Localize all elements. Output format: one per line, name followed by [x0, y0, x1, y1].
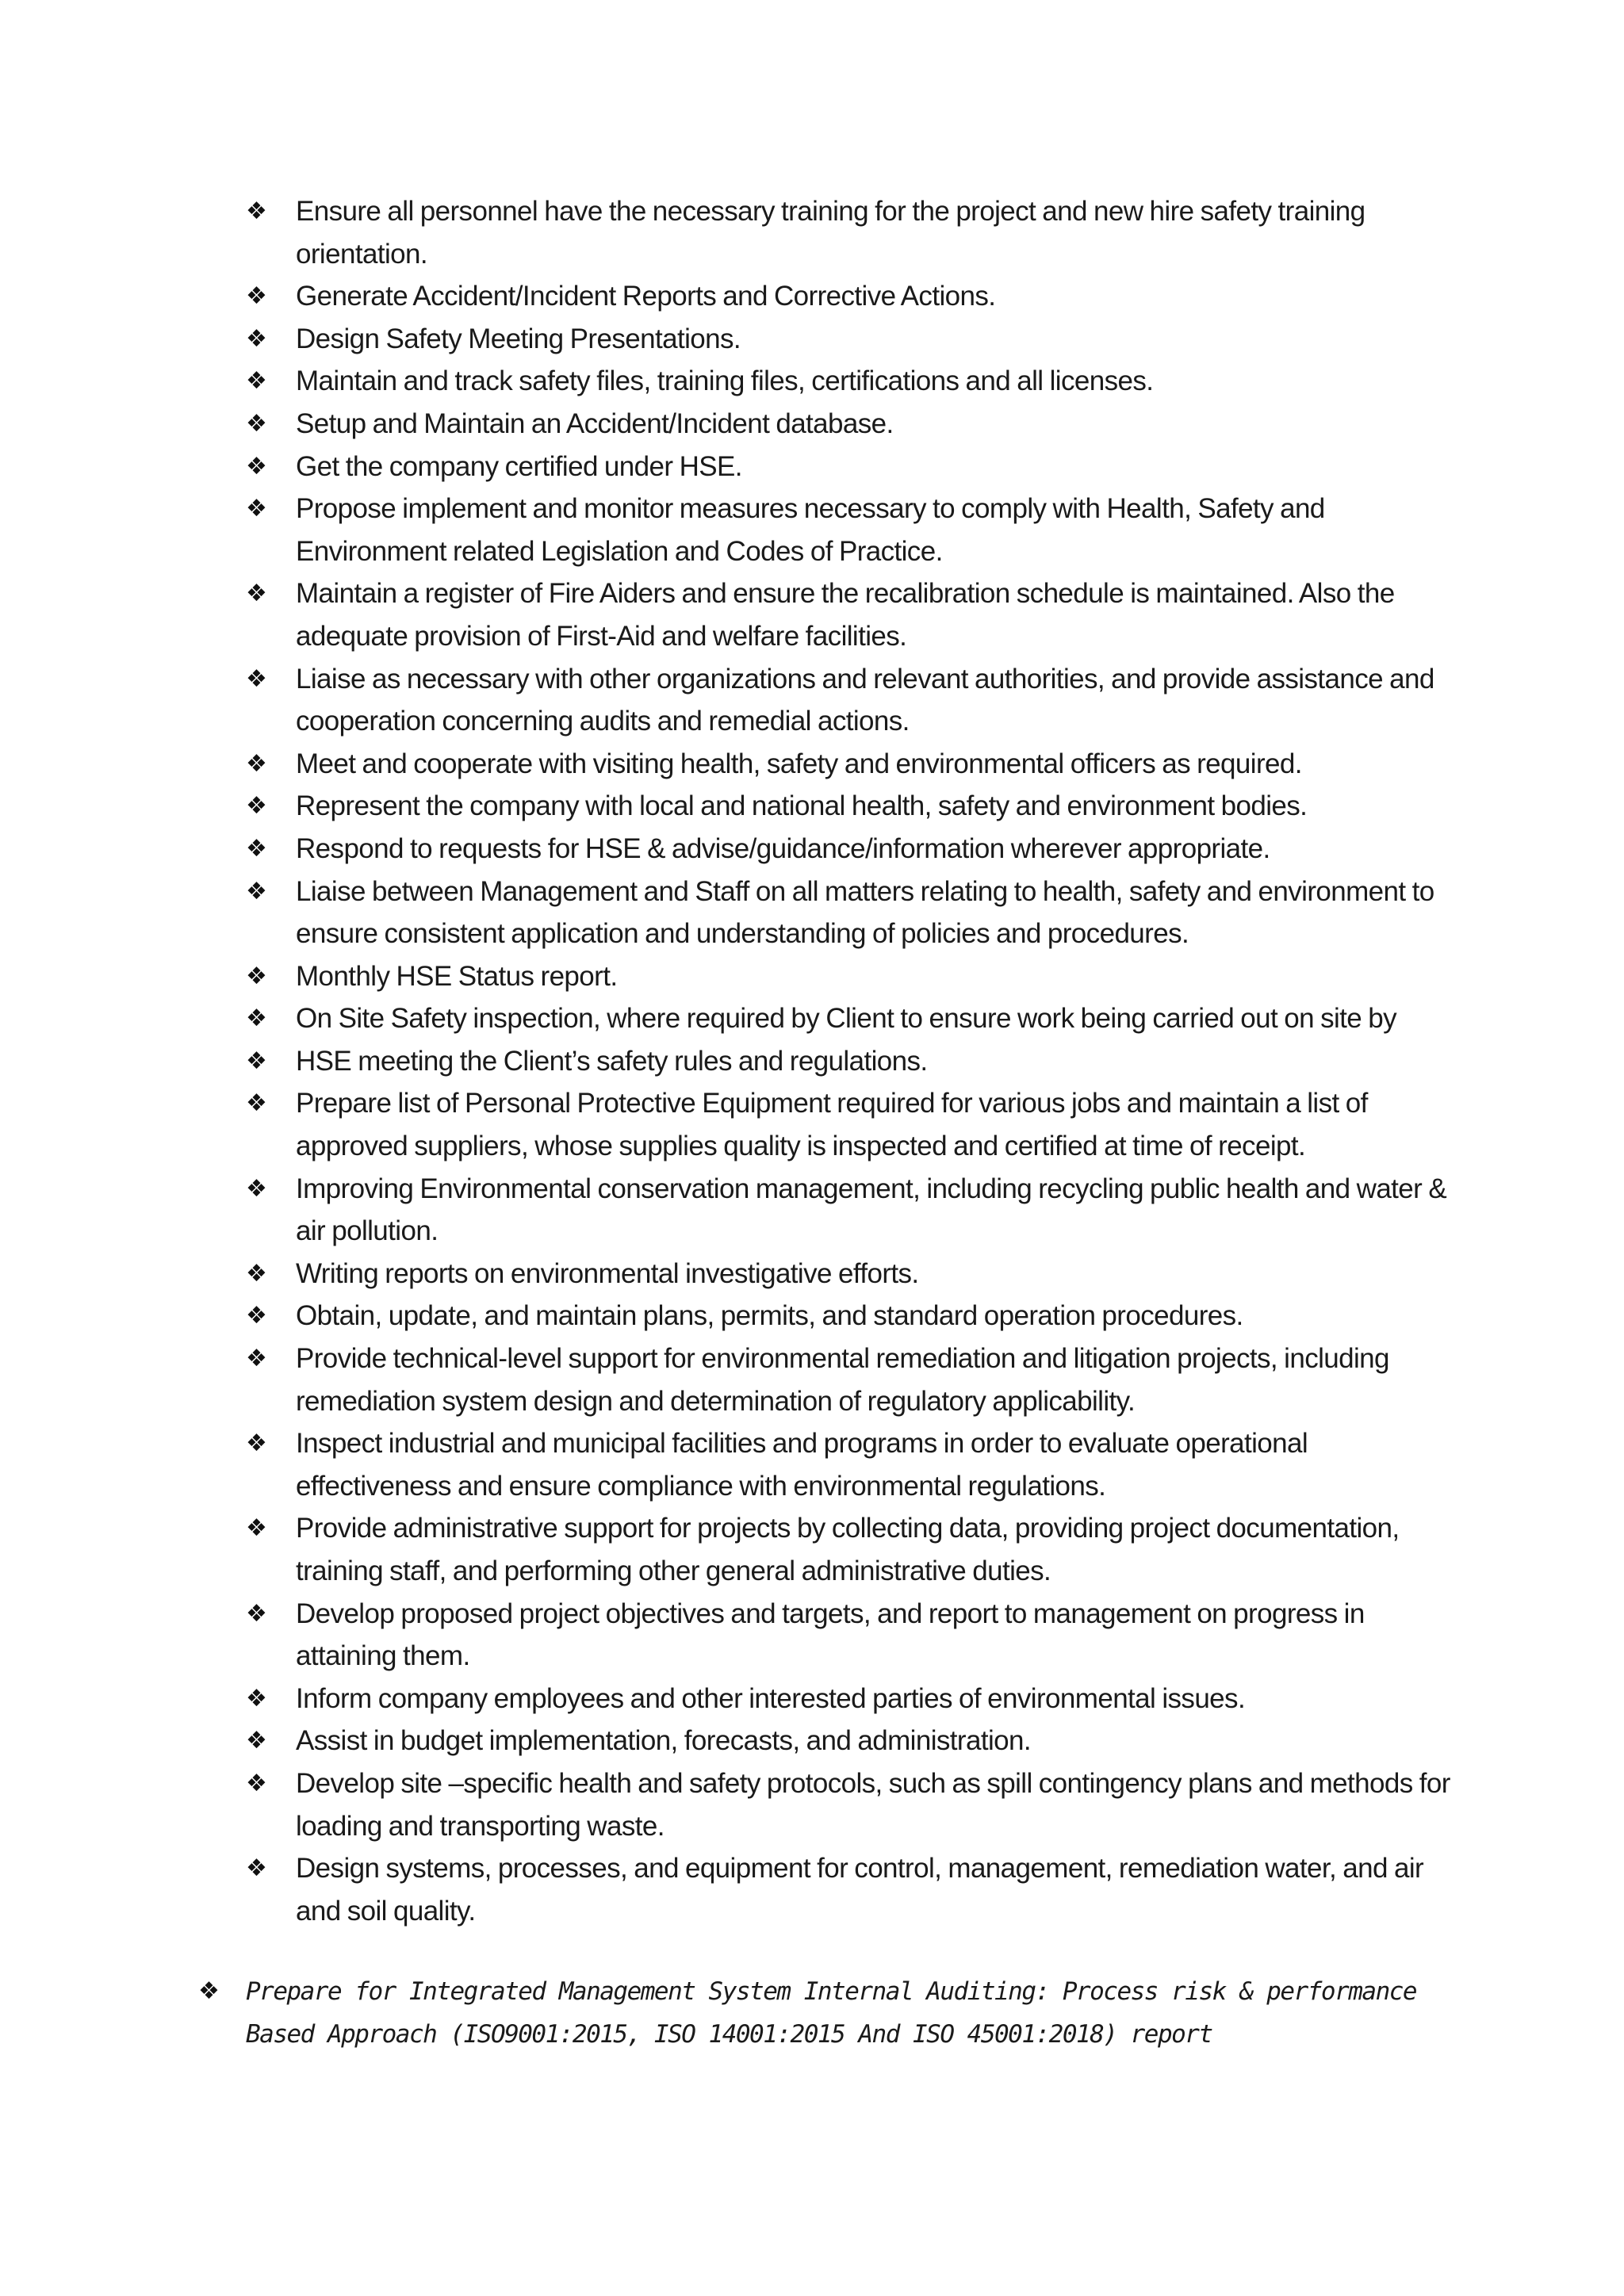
duty-item: [246, 275, 1451, 318]
diamond-bullet-icon: ❖: [246, 1514, 267, 1543]
duty-item: [246, 488, 1451, 572]
duty-item: [246, 1847, 1451, 1932]
duty-item: [246, 1507, 1451, 1592]
diamond-bullet-icon: ❖: [246, 324, 267, 353]
duty-item: [246, 1040, 1451, 1083]
duty-text: HSE meeting the Client’s safety rules and regulations.: [296, 1045, 928, 1077]
diamond-bullet-icon: ❖: [246, 1089, 267, 1118]
duty-text: Improving Environmental conservation management, including recycling public health and water & air pollution.: [296, 1173, 1447, 1247]
duty-item: [246, 1422, 1451, 1507]
diamond-bullet-icon: ❖: [246, 1004, 267, 1033]
diamond-bullet-icon: ❖: [246, 664, 267, 693]
diamond-bullet-icon: ❖: [246, 452, 267, 480]
diamond-bullet-icon: ❖: [246, 834, 267, 863]
duty-text: Setup and Maintain an Accident/Incident database.: [296, 408, 894, 439]
duty-item: [246, 360, 1451, 403]
duty-item: [246, 1762, 1451, 1847]
duty-item: [246, 785, 1451, 828]
duty-item: [246, 828, 1451, 871]
diamond-bullet-icon: ❖: [198, 1977, 219, 2005]
duty-text: Maintain a register of Fire Aiders and ensure the recalibration schedule is maintained. Also the adequate provision of First-Aid and welfare facilities.: [296, 578, 1395, 652]
duty-text: Generate Accident/Incident Reports and Corrective Actions.: [296, 281, 996, 312]
diamond-bullet-icon: ❖: [246, 580, 267, 608]
duty-text: Propose implement and monitor measures necessary to comply with Health, Safety and Environment related Legislation and Codes of Practice.: [296, 493, 1325, 567]
duty-text: Design Safety Meeting Presentations.: [296, 323, 741, 354]
diamond-bullet-icon: ❖: [246, 495, 267, 523]
diamond-bullet-icon: ❖: [246, 367, 267, 396]
duty-text: Design systems, processes, and equipment for control, management, remediation water, and air and soil quality.: [296, 1853, 1424, 1927]
diamond-bullet-icon: ❖: [246, 1259, 267, 1288]
duty-item: [246, 658, 1451, 743]
duty-text: Develop site –specific health and safety protocols, such as spill contingency plans and methods for loading and transporting waste.: [296, 1767, 1450, 1842]
duty-text: Assist in budget implementation, forecasts, and administration.: [296, 1725, 1031, 1757]
diamond-bullet-icon: ❖: [246, 1174, 267, 1203]
duty-text: Liaise between Management and Staff on all matters relating to health, safety and environment to ensure consistent application and understanding of policies and procedures.: [296, 875, 1434, 950]
diamond-bullet-icon: ❖: [246, 1302, 267, 1330]
duty-item: [246, 997, 1451, 1040]
diamond-bullet-icon: ❖: [246, 1684, 267, 1712]
duty-item: [246, 1168, 1451, 1253]
duty-item: [246, 572, 1451, 657]
duty-item: [246, 446, 1451, 488]
diamond-bullet-icon: ❖: [246, 1599, 267, 1628]
diamond-bullet-icon: ❖: [246, 962, 267, 990]
duty-item: [246, 1678, 1451, 1720]
duty-text: Inform company employees and other interested parties of environmental issues.: [296, 1682, 1246, 1714]
duty-text: Obtain, update, and maintain plans, permits, and standard operation procedures.: [296, 1300, 1243, 1332]
duty-text: Provide administrative support for projects by collecting data, providing project documentation, training staff, and performing other general administrative duties.: [296, 1513, 1400, 1586]
duty-item: [246, 1082, 1451, 1167]
duty-text: Liaise as necessary with other organizations and relevant authorities, and provide assistance and cooperation concerning audits and remedial actions.: [296, 663, 1434, 737]
diamond-bullet-icon: ❖: [246, 409, 267, 438]
diamond-bullet-icon: ❖: [246, 1429, 267, 1458]
diamond-bullet-icon: ❖: [246, 792, 267, 821]
audit-report-text: Prepare for Integrated Management System Internal Auditing: Process risk & performance Based Approach (ISO9001:2015, ISO 14001:2015 And ISO 45001:2018) report: [246, 1977, 1417, 2049]
duty-text: Represent the company with local and national health, safety and environment bodies.: [296, 790, 1308, 822]
duty-text: Maintain and track safety files, training files, certifications and all licenses.: [296, 365, 1154, 397]
duty-text: Inspect industrial and municipal facilities and programs in order to evaluate operational effectiveness and ensure compliance with environmental regulations.: [296, 1428, 1308, 1502]
duty-text: Provide technical-level support for environmental remediation and litigation projects, including remediation system design and determination of regulatory applicability.: [296, 1343, 1389, 1417]
duty-item: [246, 1337, 1451, 1422]
diamond-bullet-icon: ❖: [246, 1727, 267, 1755]
duty-text: Meet and cooperate with visiting health, safety and environmental officers as required.: [296, 748, 1302, 779]
duty-text: Respond to requests for HSE & advise/guidance/information wherever appropriate.: [296, 832, 1270, 864]
duty-item: [246, 1593, 1451, 1678]
audit-report-item: [198, 1970, 1483, 2056]
duty-text: Writing reports on environmental investigative efforts.: [296, 1257, 919, 1289]
duty-text: Get the company certified under HSE.: [296, 450, 742, 482]
duty-text: Develop proposed project objectives and targets, and report to management on progress in attaining them.: [296, 1598, 1365, 1672]
diamond-bullet-icon: ❖: [246, 1345, 267, 1373]
duty-text: Prepare list of Personal Protective Equipment required for various jobs and maintain a list of approved suppliers, whose supplies quality is inspected and certified at time of receipt.: [296, 1088, 1368, 1162]
duty-text: Monthly HSE Status report.: [296, 960, 618, 992]
diamond-bullet-icon: ❖: [246, 197, 267, 225]
diamond-bullet-icon: ❖: [246, 877, 267, 905]
duty-item: [246, 318, 1451, 361]
diamond-bullet-icon: ❖: [246, 1769, 267, 1797]
duty-item: [246, 190, 1451, 275]
diamond-bullet-icon: ❖: [246, 749, 267, 778]
diamond-bullet-icon: ❖: [246, 1047, 267, 1075]
duty-text: Ensure all personnel have the necessary training for the project and new hire safety training orientation.: [296, 196, 1365, 270]
duty-item: [246, 871, 1451, 955]
diamond-bullet-icon: ❖: [246, 282, 267, 311]
duty-item: [246, 403, 1451, 446]
duty-text: On Site Safety inspection, where required by Client to ensure work being carried out on site by: [296, 1003, 1397, 1035]
duty-item: [246, 1720, 1451, 1762]
duty-item: [246, 955, 1451, 998]
duty-item: [246, 1295, 1451, 1337]
duty-item: [246, 743, 1451, 786]
duties-list: [246, 190, 1451, 1932]
duty-item: [246, 1253, 1451, 1295]
diamond-bullet-icon: ❖: [246, 1854, 267, 1883]
